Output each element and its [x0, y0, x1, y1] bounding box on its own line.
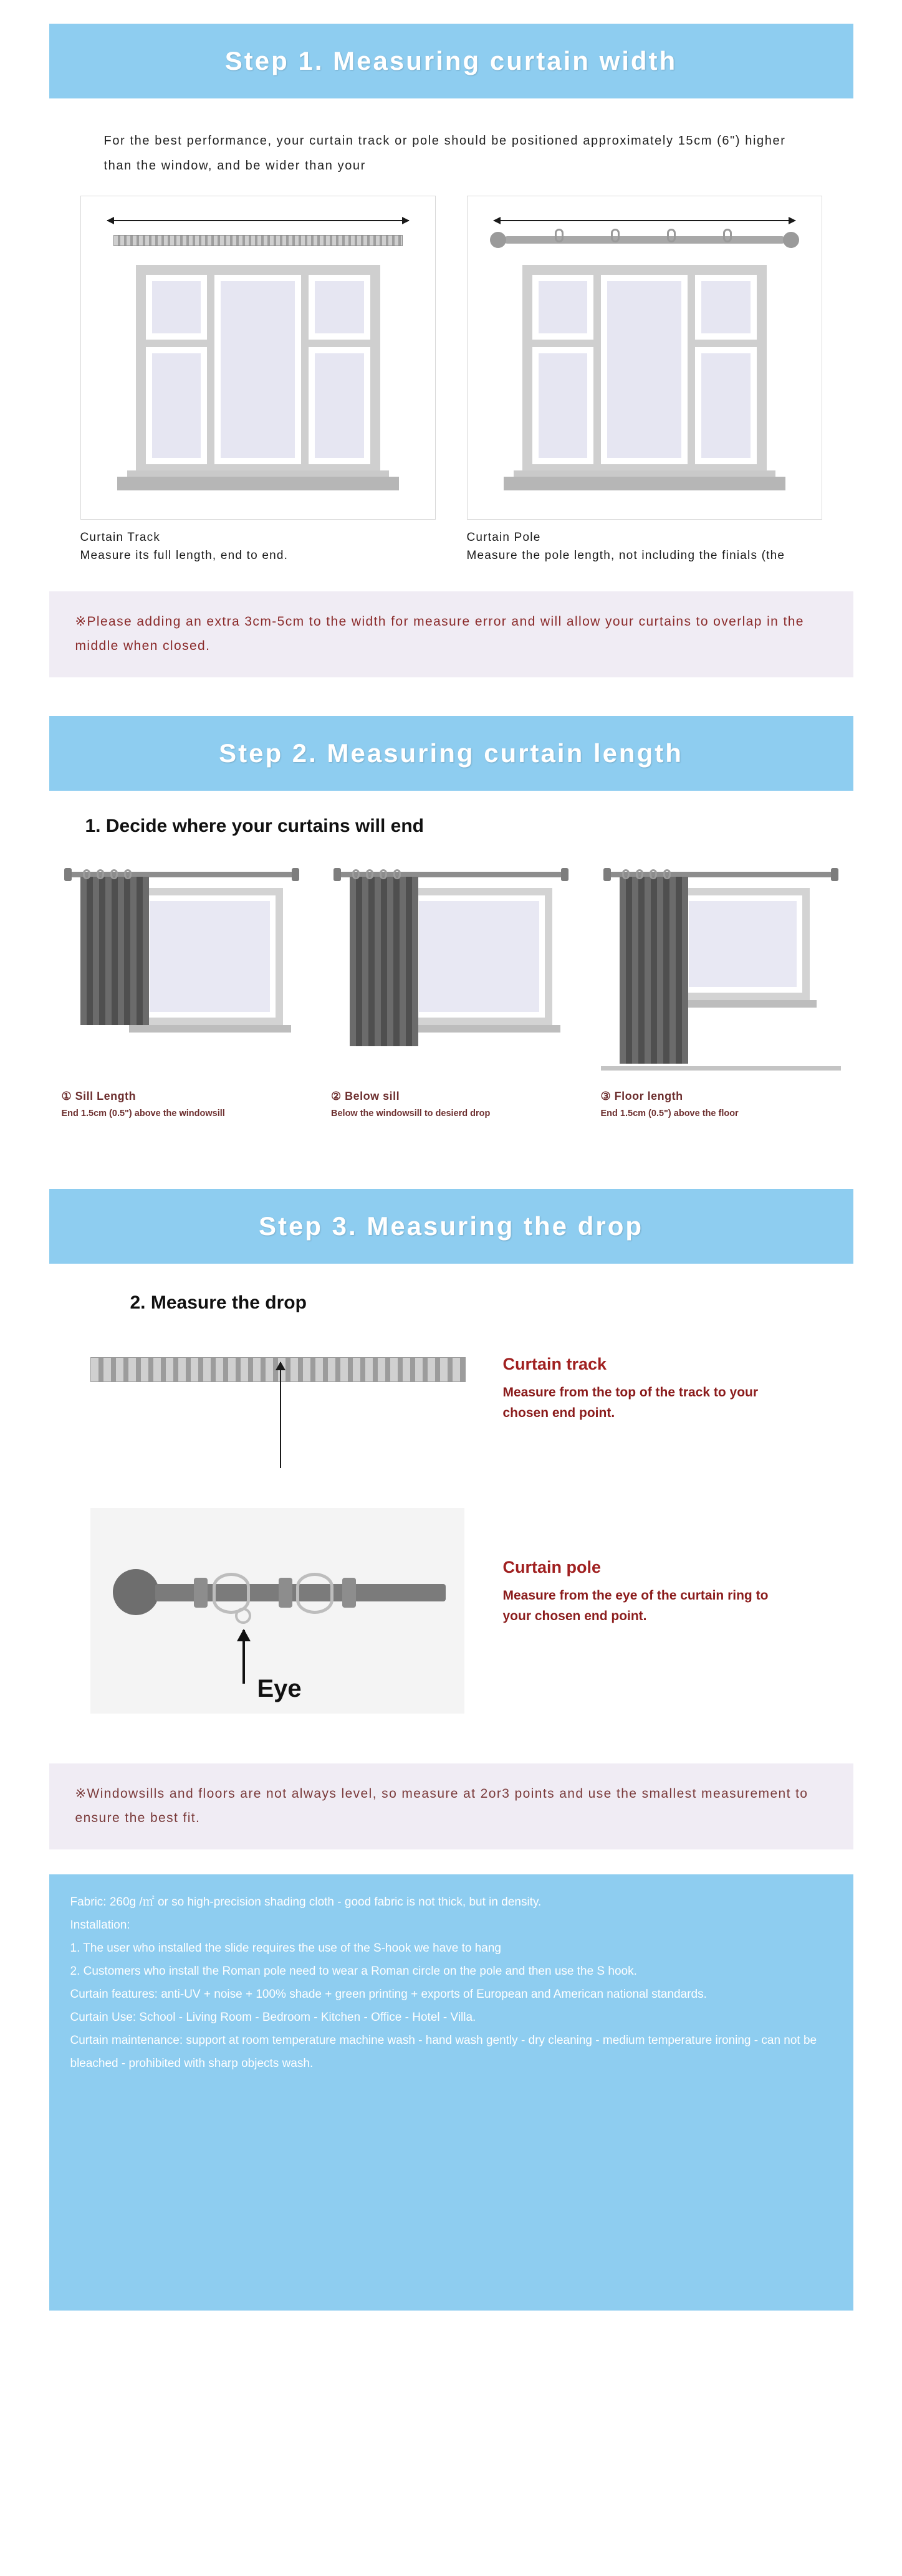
- option-floor-length: [601, 858, 841, 1121]
- measure-arrow-icon: [280, 1362, 281, 1468]
- option-desc: End 1.5cm (0.5") above the windowsill: [61, 1108, 225, 1119]
- step1-illustrations: [80, 196, 822, 565]
- window-sill: [117, 477, 399, 490]
- window-frame: [406, 888, 552, 1025]
- step1-intro-text: For the best performance, your curtain track or pole should be positioned approximately 15cm (6") higher than the window, and be wider than your: [103, 134, 786, 173]
- pole-collar-icon: [279, 1578, 292, 1608]
- pole-collar-icon: [194, 1578, 208, 1608]
- footer-line: Installation:: [70, 1919, 130, 1932]
- option-desc: Below the windowsill to desierd drop: [331, 1108, 491, 1119]
- option-label: ③ Floor length: [600, 1089, 683, 1102]
- rod-end-icon: [292, 868, 299, 881]
- window-sill: [669, 1000, 817, 1008]
- step2-banner: [49, 716, 853, 791]
- step1-note: ※Please adding an extra 3cm-5cm to the width for measure error and will allow your curtains to overlap in the middle when closed.: [49, 591, 853, 677]
- pole-drop-block: [62, 1502, 841, 1720]
- curtain-track-column: [80, 196, 436, 565]
- pole-ring-icon: [723, 229, 732, 242]
- option-sill-length: [62, 858, 302, 1121]
- footer-line: 1. The user who installed the slide requires the use of the S-hook we have to hang: [70, 1942, 501, 1955]
- curtain-track-icon: [113, 235, 403, 246]
- curtain-rings: [622, 869, 671, 879]
- step2-subtitle: 1. Decide where your curtains will end: [85, 815, 425, 836]
- curtain-track-diagram: [80, 196, 436, 520]
- window-glass: [683, 895, 802, 993]
- window-pane: [214, 275, 300, 464]
- window-sill-upper: [514, 470, 775, 477]
- measure-arrow-icon: [242, 1630, 245, 1684]
- width-arrow-icon: [107, 220, 409, 221]
- curtain-pole-icon: [504, 236, 785, 244]
- window-frame: [522, 265, 767, 474]
- track-drop-diagram: [80, 1336, 479, 1479]
- window-pane: [601, 275, 687, 464]
- track-drop-heading: Curtain track: [502, 1355, 607, 1374]
- curtain-track-title: Curtain Track: [80, 531, 161, 544]
- pole-ring-icon: [667, 229, 676, 242]
- curtain-rings: [352, 869, 401, 879]
- step1-banner-title: Step 1. Measuring curtain width: [224, 46, 678, 75]
- step3-note: ※Windowsills and floors are not always level, so measure at 2or3 points and use the smallest measurement to ensure the best fit.: [49, 1763, 853, 1849]
- window-sill: [398, 1025, 560, 1033]
- option-desc: End 1.5cm (0.5") above the floor: [600, 1108, 739, 1119]
- window-frame: [137, 888, 283, 1025]
- window-pane: [309, 275, 370, 340]
- infographic-page: [0, 24, 902, 2576]
- curtain-panel: [350, 877, 418, 1046]
- rod-end-icon: [64, 868, 72, 881]
- eye-label: Eye: [257, 1675, 302, 1703]
- curtain-panel: [80, 877, 149, 1025]
- window-pane: [146, 347, 208, 464]
- track-drop-text: [503, 1336, 790, 1423]
- curtain-panel: [620, 877, 688, 1064]
- window-sill: [504, 477, 785, 490]
- footer-line: Curtain features: anti-UV + noise + 100% shade + green printing + exports of European and American national standards.: [70, 1988, 707, 2001]
- pole-finial-left-icon: [490, 232, 506, 248]
- curtain-track-caption: [80, 528, 436, 565]
- window-sill-upper: [127, 470, 389, 477]
- pole-drop-diagram: [80, 1502, 479, 1720]
- floor-line: [601, 1066, 841, 1071]
- window-pane: [695, 275, 757, 340]
- step1-banner: [49, 24, 853, 98]
- track-drop-desc: Measure from the top of the track to your chosen end point.: [502, 1385, 759, 1420]
- below-sill-diagram: [331, 858, 571, 1082]
- window-glass: [144, 895, 276, 1018]
- rod-end-icon: [831, 868, 838, 881]
- pole-drop-text: [503, 1502, 790, 1626]
- option-label: ② Below sill: [331, 1089, 400, 1102]
- curtain-pole-desc: Measure the pole length, not including the finials (the: [466, 549, 785, 563]
- track-drop-block: [62, 1336, 841, 1479]
- option-below-sill: [331, 858, 571, 1121]
- curtain-pole-diagram: [467, 196, 822, 520]
- curtain-rings: [83, 869, 132, 879]
- window-frame: [676, 888, 810, 1000]
- pole-collar-icon: [342, 1578, 356, 1608]
- pole-drop-desc: Measure from the eye of the curtain ring to your chosen end point.: [502, 1588, 769, 1623]
- window-pane: [532, 275, 594, 340]
- curtain-track-desc: Measure its full length, end to end.: [80, 549, 289, 563]
- curtain-length-options: [62, 858, 841, 1121]
- sill-length-diagram: [62, 858, 302, 1082]
- pole-ring-icon: [555, 229, 564, 242]
- rod-end-icon: [333, 868, 341, 881]
- step2-banner-title: Step 2. Measuring curtain length: [219, 738, 683, 768]
- window-frame: [136, 265, 380, 474]
- window-sill: [129, 1025, 291, 1033]
- curtain-pole-column: [467, 196, 822, 565]
- step3-subtitle: 2. Measure the drop: [130, 1292, 307, 1314]
- step3-banner: [49, 1189, 853, 1264]
- step3-banner-title: Step 3. Measuring the drop: [258, 1211, 644, 1241]
- rod-end-icon: [561, 868, 569, 881]
- product-info-footer: [49, 1874, 853, 2311]
- pole-drop-heading: Curtain pole: [502, 1558, 602, 1577]
- footer-line: Curtain maintenance: support at room temperature machine wash - hand wash gently - dry cleaning - medium temperature ironing - can not be bleached - prohibited with sharp objects wash.: [70, 2034, 817, 2071]
- window-glass: [413, 895, 545, 1018]
- pole-finial-right-icon: [783, 232, 799, 248]
- curtain-pole-caption: [467, 528, 822, 565]
- rod-end-icon: [603, 868, 611, 881]
- footer-line: 2. Customers who install the Roman pole need to wear a Roman circle on the pole and then use the S hook.: [70, 1965, 637, 1978]
- curtain-ring-icon: [296, 1573, 333, 1614]
- pole-ring-icon: [611, 229, 620, 242]
- window-pane: [309, 347, 370, 464]
- curtain-pole-illustration: [90, 1508, 464, 1714]
- window-pane: [695, 347, 757, 464]
- curtain-pole-title: Curtain Pole: [466, 531, 541, 544]
- pole-finial-icon: [113, 1569, 159, 1615]
- window-pane: [532, 347, 594, 464]
- option-label: ① Sill Length: [61, 1089, 137, 1102]
- footer-line: Curtain Use: School - Living Room - Bedroom - Kitchen - Office - Hotel - Villa.: [70, 2011, 476, 2025]
- footer-line: Fabric: 260g /㎡ or so high-precision shading cloth - good fabric is not thick, but in density.: [70, 1896, 542, 1909]
- floor-length-diagram: [601, 858, 841, 1082]
- window-pane: [146, 275, 208, 340]
- width-arrow-icon: [494, 220, 795, 221]
- ring-eye-icon: [235, 1608, 251, 1624]
